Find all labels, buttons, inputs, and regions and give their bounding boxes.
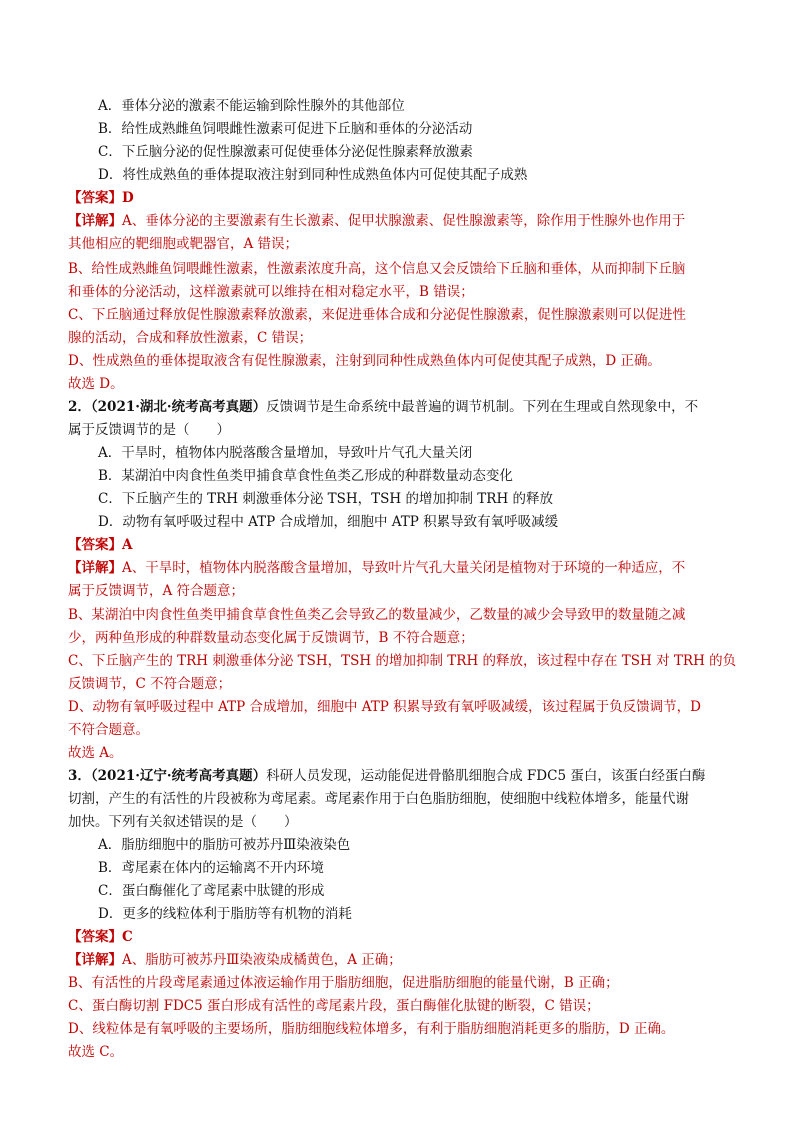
q2-detail-line [68, 558, 685, 578]
answer-label: 【答案】 [68, 537, 122, 553]
q3-conclusion: 故选 C。 [68, 1044, 124, 1060]
q2-detail-line: D、动物有氧呼吸过程中 ATP 合成增加，细胞中 ATP 积累导致有氧呼吸减缓，该过程属于负反馈调节，D [68, 699, 702, 715]
q1-detail-line: 其他相应的靶细胞或靶器官，A 错误； [68, 236, 299, 252]
q2-stem-cont: 属于反馈调节的是（ ） [68, 422, 230, 438]
q2-detail-line: B、某湖泊中肉食性鱼类甲捕食草食性鱼类乙会导致乙的数量减少，乙数量的减少会导致甲的数量随之减 [68, 607, 686, 623]
q1-detail-line: 和垂体的分泌活动，这样激素就可以维持在相对稳定水平，B 错误； [68, 284, 474, 300]
q3-detail-line: C、蛋白酶切割 FDC5 蛋白形成有活性的鸢尾素片段，蛋白酶催化肽键的断裂，C 错误； [68, 998, 600, 1014]
q3-stem [68, 766, 705, 786]
q3-detail-line: D、线粒体是有氧呼吸的主要场所，脂肪细胞线粒体增多，有利于脂肪细胞消耗更多的脂肪，D 正确。 [68, 1021, 675, 1037]
q3-option-c: C．蛋白酶催化了鸢尾素中肽键的形成 [98, 883, 325, 899]
answer-label: 【答案】 [68, 929, 122, 945]
q2-detail-line: 少，两种鱼形成的种群数量动态变化属于反馈调节，B 不符合题意； [68, 630, 474, 646]
q2-stem [68, 397, 698, 417]
detail-text: A、干旱时，植物体内脱落酸含量增加，导致叶片气孔大量关闭是植物对于环境的一种适应，不 [122, 560, 686, 576]
q3-option-d: D．更多的线粒体利于脂肪等有机物的消耗 [98, 906, 352, 922]
q1-detail-line: 腺的活动，合成和释放性激素，C 错误； [68, 330, 313, 346]
detail-label: 【详解】 [68, 560, 122, 576]
detail-label: 【详解】 [68, 952, 122, 968]
q1-detail-line: C、下丘脑通过释放促性腺激素释放激素，来促进垂体合成和分泌促性腺激素，促性腺激素则可以促进性 [68, 307, 686, 323]
q2-conclusion: 故选 A。 [68, 745, 123, 761]
q3-stem-cont: 切割，产生的有活性的片段被称为鸢尾素。鸢尾素作用于白色脂肪细胞，使细胞中线粒体增多，能量代谢 [68, 791, 689, 807]
q1-answer [68, 188, 134, 208]
q1-option-b: B．给性成熟雌鱼饲喂雌性激素可促进下丘脑和垂体的分泌活动 [98, 121, 473, 137]
q3-answer [68, 927, 133, 947]
q2-option-d: D．动物有氧呼吸过程中 ATP 合成增加，细胞中 ATP 积累导致有氧呼吸减缓 [98, 514, 559, 530]
q2-option-c: C．下丘脑产生的 TRH 刺激垂体分泌 TSH，TSH 的增加抑制 TRH 的释放 [98, 491, 554, 507]
q2-answer [68, 535, 132, 555]
question-text: 科研人员发现，运动能促进骨骼肌细胞合成 FDC5 蛋白，该蛋白经蛋白酶 [266, 768, 706, 784]
detail-label: 【详解】 [68, 213, 122, 229]
answer-value: A [122, 537, 133, 553]
answer-value: D [122, 190, 134, 206]
q2-detail-line: C、下丘脑产生的 TRH 刺激垂体分泌 TSH，TSH 的增加抑制 TRH 的释放，该过程中存在 TSH 对 TRH 的负 [68, 653, 737, 669]
q1-detail-line: D、性成熟鱼的垂体提取液含有促性腺激素，注射到同种性成熟鱼体内可促使其配子成熟，D 正确。 [68, 353, 661, 369]
q3-detail-line [68, 950, 402, 970]
q3-option-b: B．鸢尾素在体内的运输离不开内环境 [98, 860, 324, 876]
answer-value: C [122, 929, 133, 945]
q1-conclusion: 故选 D。 [68, 376, 124, 392]
q1-option-d: D．将性成熟鱼的垂体提取液注射到同种性成熟鱼体内可促使其配子成熟 [98, 167, 528, 183]
q2-option-b: B．某湖泊中肉食性鱼类甲捕食草食性鱼类乙形成的种群数量动态变化 [98, 468, 513, 484]
q1-option-a: A．垂体分泌的激素不能运输到除性腺外的其他部位 [98, 98, 405, 114]
q3-stem-cont: 加快。下列有关叙述错误的是（ ） [68, 814, 298, 830]
q1-detail-line: B、给性成熟雌鱼饲喂雌性激素，性激素浓度升高，这个信息又会反馈给下丘脑和垂体，从而抑制下丘脑 [68, 261, 686, 277]
q3-option-a: A．脂肪细胞中的脂肪可被苏丹Ⅲ染液染色 [98, 837, 351, 853]
q2-detail-line: 不符合题意。 [68, 722, 149, 738]
q2-detail-line: 反馈调节，C 不符合题意； [68, 676, 232, 692]
question-source: （2021·湖北·统考高考真题） [90, 399, 267, 415]
q2-option-a: A．干旱时，植物体内脱落酸含量增加，导致叶片气孔大量关闭 [98, 445, 473, 461]
question-number: 2． [68, 399, 91, 415]
answer-label: 【答案】 [68, 190, 122, 206]
q1-option-c: C．下丘脑分泌的促性腺激素可促使垂体分泌促性腺素释放激素 [98, 144, 473, 160]
q2-detail-line: 属于反馈调节，A 符合题意； [68, 583, 245, 599]
q1-detail-line [68, 211, 685, 231]
q3-detail-line: B、有活性的片段鸢尾素通过体液运输作用于脂肪细胞，促进脂肪细胞的能量代谢，B 正确； [68, 975, 619, 991]
question-text: 反馈调节是生命系统中最普遍的调节机制。下列在生理或自然现象中，不 [266, 399, 699, 415]
question-number: 3． [68, 768, 91, 784]
question-source: （2021·辽宁·统考高考真题） [90, 768, 267, 784]
detail-text: A、垂体分泌的主要激素有生长激素、促甲状腺激素、促性腺激素等，除作用于性腺外也作用于 [122, 213, 686, 229]
detail-text: A、脂肪可被苏丹Ⅲ染液染成橘黄色，A 正确； [122, 952, 402, 968]
